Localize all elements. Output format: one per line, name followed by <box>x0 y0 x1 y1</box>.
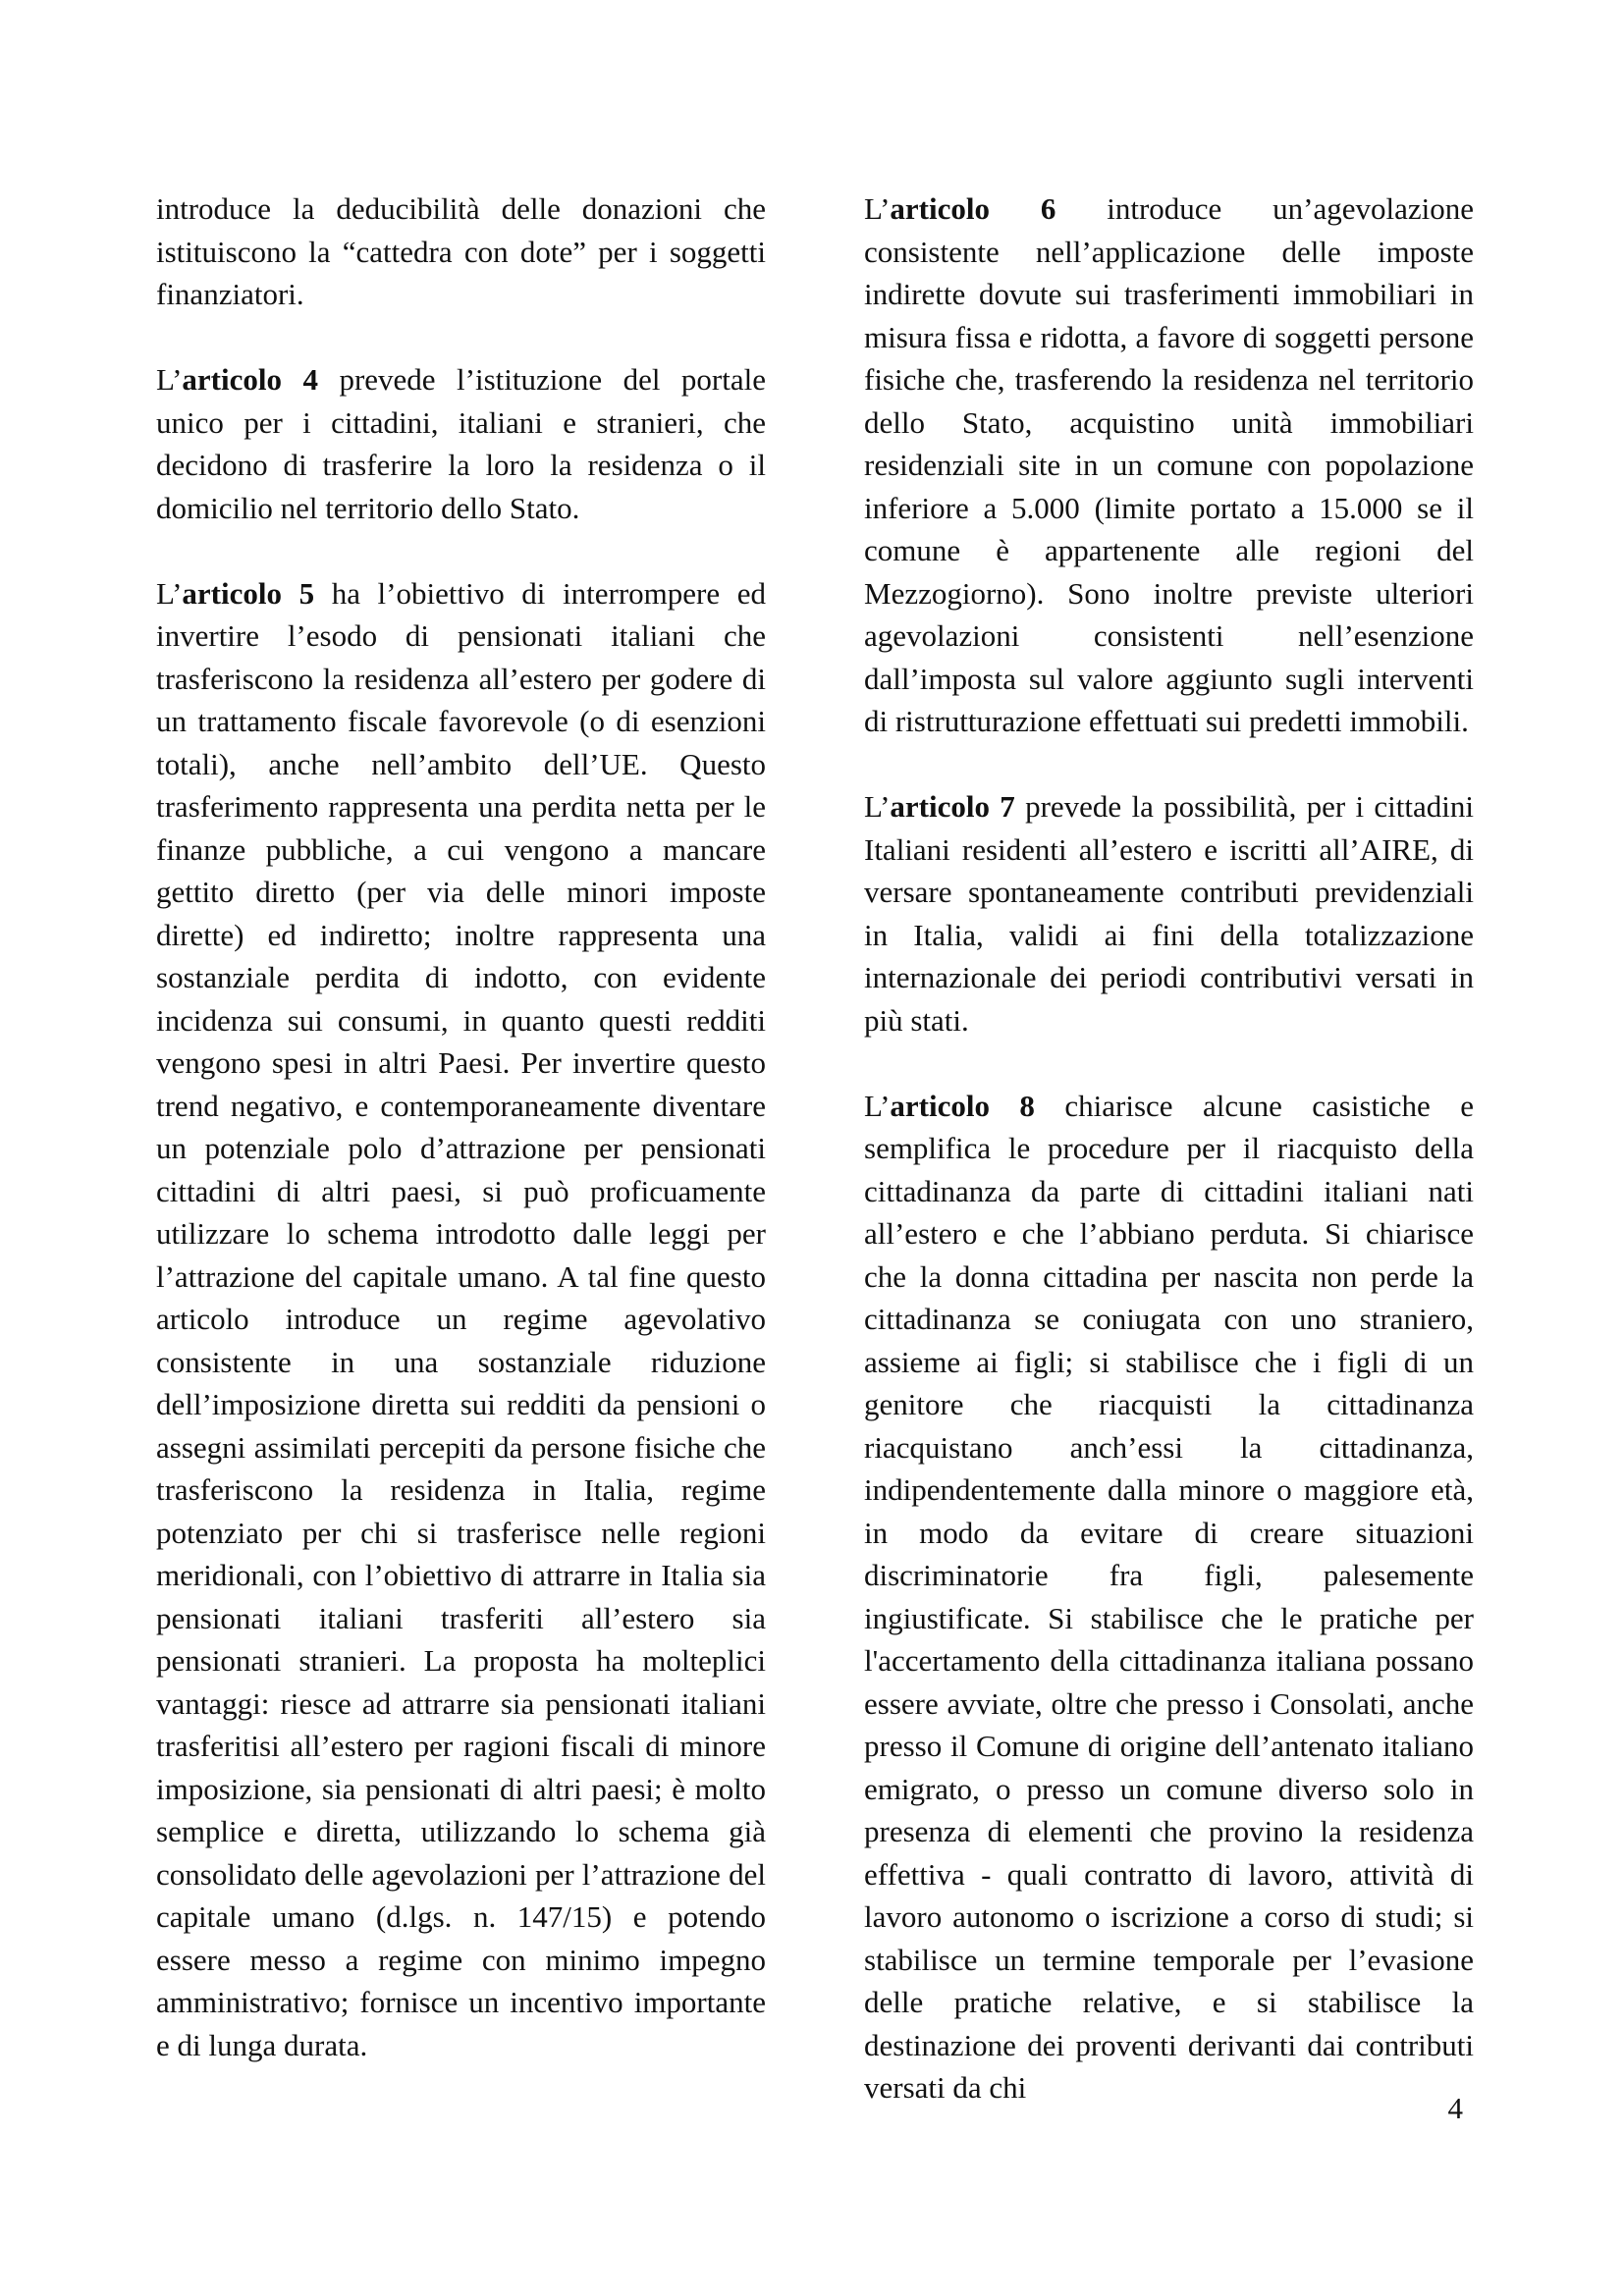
article-reference: articolo 5 <box>182 575 315 611</box>
article-reference: articolo 7 <box>890 789 1015 824</box>
paragraph-prefix: L’ <box>864 789 891 824</box>
paragraph-prefix: L’ <box>864 191 891 226</box>
paragraph-continuation <box>156 187 766 316</box>
paragraph-text: prevede la possibilità, per i cittadini Italiani residenti all’estero e iscritti all’AIRE, di versare spontaneamente contributi previdenziali in Italia, validi ai fini della totalizzazione internazionale dei periodi contributivi versati in più stati. <box>864 789 1475 1038</box>
paragraph-text: introduce la deducibilità delle donazioni che istituiscono la “cattedra con dote” per i soggetti finanziatori. <box>156 191 766 311</box>
paragraph-article-4 <box>156 358 766 529</box>
paragraph-prefix: L’ <box>864 1088 891 1123</box>
paragraph-text: introduce un’agevolazione consistente nell’applicazione delle imposte indirette dovute sui trasferimenti immobiliari in misura fissa e ridotta, a favore di soggetti persone fisiche che, trasferendo la residenza nel territorio dello Stato, acquistino unità immobiliari residenziali site in un comune con popolazione inferiore a 5.000 (limite portato a 15.000 se il comune è appartenente alle regioni del Mezzogiorno). Sono inoltre previste ulteriori agevolazioni consistenti nell’esenzione dall’imposta sul valore aggiunto sugli interventi di ristrutturazione effettuati sui predetti immobili. <box>864 191 1474 738</box>
page-number: 4 <box>1447 2091 1463 2125</box>
paragraph-article-6 <box>864 187 1474 743</box>
paragraph-article-8 <box>864 1085 1474 2109</box>
paragraph-text: chiarisce alcune casistiche e semplifica le procedure per il riacquisto della cittadinanza da parte di cittadini italiani nati all’estero e che l’abbiano perduta. Si chiarisce che la donna cittadina per nascita non perde la cittadinanza se coniugata con uno straniero, assieme ai figli; si stabilisce che i figli di un genitore che riacquisti la cittadinanza riacquistano anch’essi la cittadinanza, indipendentemente dalla minore o maggiore età, in modo da evitare di creare situazioni discriminatorie fra figli, palesemente ingiustificate. Si stabilisce che le pratiche per l'accertamento della cittadinanza italiana possano essere avviate, oltre che presso i Consolati, anche presso il Comune di origine dell’antenato italiano emigrato, o presso un comune diverso solo in presenza di elementi che provino la residenza effettiva - quali contratto di lavoro, attività di lavoro autonomo o iscrizione a corso di studi; si stabilisce un termine temporale per l’evasione delle pratiche relative, e si stabilisce la destinazione dei proventi derivanti dai contributi versati da chi <box>864 1088 1474 2105</box>
paragraph-article-5 <box>156 572 766 2067</box>
right-text-column <box>864 187 1474 2109</box>
paragraph-article-7 <box>864 785 1474 1041</box>
article-reference: articolo 4 <box>182 362 318 397</box>
paragraph-prefix: L’ <box>156 362 183 397</box>
paragraph-prefix: L’ <box>156 575 183 611</box>
article-reference: articolo 6 <box>890 191 1056 226</box>
article-reference: articolo 8 <box>890 1088 1035 1123</box>
paragraph-text: ha l’obiettivo di interrompere ed invertire l’esodo di pensionati italiani che trasferiscono la residenza all’estero per godere di un trattamento fiscale favorevole (o di esenzioni totali), anche nell’ambito dell’UE. Questo trasferimento rappresenta una perdita netta per le finanze pubbliche, a cui vengono a mancare gettito diretto (per via delle minori imposte dirette) ed indiretto; inoltre rappresenta una sostanziale perdita di indotto, con evidente incidenza sui consumi, in quanto questi redditi vengono spesi in altri Paesi. Per invertire questo trend negativo, e contemporaneamente diventare un potenziale polo d’attrazione per pensionati cittadini di altri paesi, si può proficuamente utilizzare lo schema introdotto dalle leggi per l’attrazione del capitale umano. A tal fine questo articolo introduce un regime agevolativo consistente in una sostanziale riduzione dell’imposizione diretta sui redditi da pensioni o assegni assimilati percepiti da persone fisiche che trasferiscono la residenza in Italia, regime potenziato per chi si trasferisce nelle regioni meridionali, con l’obiettivo di attrarre in Italia sia pensionati italiani trasferiti all’estero sia pensionati stranieri. La proposta ha molteplici vantaggi: riesce ad attrarre sia pensionati italiani trasferitisi all’estero per ragioni fiscali di minore imposizione, sia pensionati di altri paesi; è molto semplice e diretta, utilizzando lo schema già consolidato delle agevolazioni per l’attrazione del capitale umano (d.lgs. n. 147/15) e potendo essere messo a regime con minimo impegno amministrativo; fornisce un incentivo importante e di lunga durata. <box>156 575 766 2062</box>
left-text-column <box>156 187 766 2066</box>
paragraph-text: prevede l’istituzione del portale unico per i cittadini, italiani e stranieri, che decidono di trasferire la loro la residenza o il domicilio nel territorio dello Stato. <box>156 362 766 525</box>
